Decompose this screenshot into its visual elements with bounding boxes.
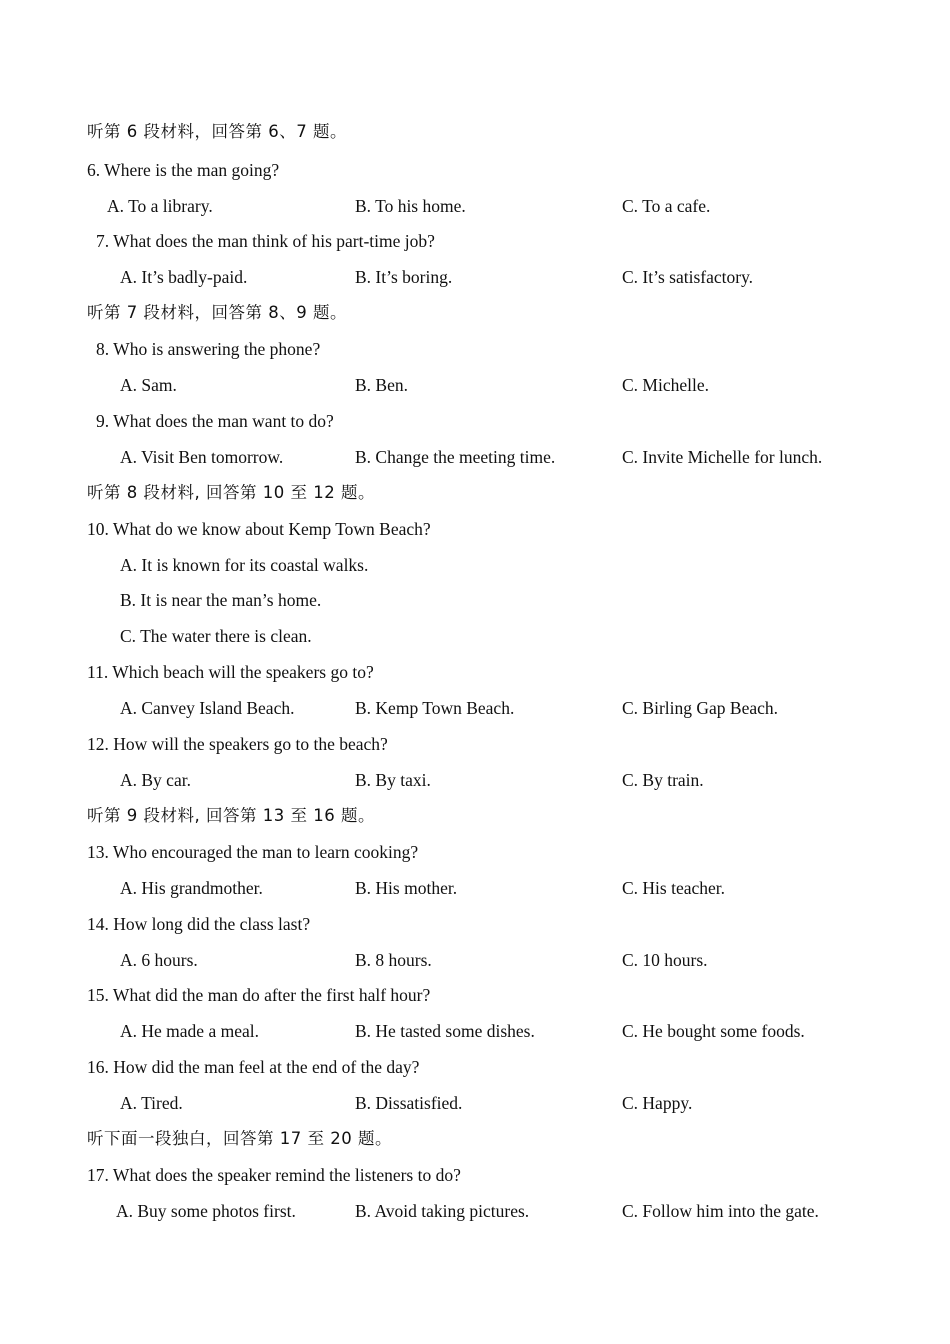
question-text: 11. Which beach will the speakers go to? [87, 662, 374, 682]
option-b: B. It’s boring. [355, 267, 453, 287]
section-heading-8 [0, 480, 950, 506]
question-text: 14. How long did the class last? [87, 914, 311, 934]
option-c: C. Birling Gap Beach. [622, 698, 779, 718]
option-a: A. It’s badly-paid. [120, 267, 248, 287]
option-b: B. Dissatisfied. [355, 1093, 463, 1113]
section-heading-text: 听第 6 段材料，回答第 6、7 题。 [87, 122, 347, 141]
section-heading-7 [0, 300, 950, 326]
option-a: A. Visit Ben tomorrow. [120, 447, 284, 467]
options-9 [0, 444, 950, 470]
option-c: C. To a cafe. [622, 196, 711, 216]
question-text: 12. How will the speakers go to the beach? [87, 734, 388, 754]
question-8 [0, 336, 950, 362]
question-13 [0, 839, 950, 865]
options-13 [0, 875, 950, 901]
options-16 [0, 1090, 950, 1116]
options-12 [0, 767, 950, 793]
option-b: B. Kemp Town Beach. [355, 698, 515, 718]
option-10-a [0, 552, 950, 578]
question-text: 7. What does the man think of his part-time job? [96, 231, 435, 251]
option-c: C. Happy. [622, 1093, 693, 1113]
option-b: B. Ben. [355, 375, 408, 395]
option-a: A. Tired. [120, 1093, 183, 1113]
option-b: B. He tasted some dishes. [355, 1021, 535, 1041]
option-c: C. It’s satisfactory. [622, 267, 754, 287]
option-c: C. By train. [622, 770, 704, 790]
option-10-c [0, 623, 950, 649]
option-b: B. His mother. [355, 878, 458, 898]
option-b: B. To his home. [355, 196, 466, 216]
option-a: A. To a library. [107, 196, 213, 216]
options-8 [0, 372, 950, 398]
section-heading-text: 听第 7 段材料，回答第 8、9 题。 [87, 303, 347, 322]
question-text: 6. Where is the man going? [87, 160, 280, 180]
question-text: 10. What do we know about Kemp Town Beach? [87, 519, 431, 539]
section-heading-9 [0, 803, 950, 829]
question-14 [0, 911, 950, 937]
options-7 [0, 264, 950, 290]
option-c: C. His teacher. [622, 878, 726, 898]
option-c: C. The water there is clean. [120, 626, 312, 646]
question-9 [0, 408, 950, 434]
section-heading-text: 听第 8 段材料, 回答第 10 至 12 题。 [87, 483, 375, 502]
option-a: A. It is known for its coastal walks. [120, 555, 369, 575]
options-17 [0, 1198, 950, 1224]
question-12 [0, 731, 950, 757]
options-15 [0, 1018, 950, 1044]
options-11 [0, 695, 950, 721]
option-a: A. Sam. [120, 375, 177, 395]
section-heading-10 [0, 1126, 950, 1152]
question-text: 13. Who encouraged the man to learn cooking? [87, 842, 419, 862]
question-17 [0, 1162, 950, 1188]
question-text: 9. What does the man want to do? [96, 411, 334, 431]
option-a: A. By car. [120, 770, 191, 790]
question-text: 15. What did the man do after the first half hour? [87, 985, 431, 1005]
question-6 [0, 157, 950, 183]
option-c: C. He bought some foods. [622, 1021, 805, 1041]
options-14 [0, 947, 950, 973]
question-16 [0, 1054, 950, 1080]
options-6 [0, 193, 950, 219]
option-b: B. Avoid taking pictures. [355, 1201, 530, 1221]
question-10 [0, 516, 950, 542]
option-b: B. It is near the man’s home. [120, 590, 322, 610]
section-heading-6 [0, 119, 950, 145]
option-10-b [0, 587, 950, 613]
question-text: 17. What does the speaker remind the listeners to do? [87, 1165, 461, 1185]
question-text: 8. Who is answering the phone? [96, 339, 321, 359]
option-c: C. Invite Michelle for lunch. [622, 447, 823, 467]
question-7 [0, 228, 950, 254]
question-11 [0, 659, 950, 685]
question-text: 16. How did the man feel at the end of the day? [87, 1057, 420, 1077]
option-a: A. Canvey Island Beach. [120, 698, 295, 718]
option-a: A. Buy some photos first. [116, 1201, 296, 1221]
option-b: B. 8 hours. [355, 950, 432, 970]
section-heading-text: 听下面一段独白，回答第 17 至 20 题。 [87, 1129, 392, 1148]
option-a: A. He made a meal. [120, 1021, 259, 1041]
option-a: A. 6 hours. [120, 950, 198, 970]
option-a: A. His grandmother. [120, 878, 263, 898]
question-15 [0, 982, 950, 1008]
section-heading-text: 听第 9 段材料, 回答第 13 至 16 题。 [87, 806, 375, 825]
option-b: B. By taxi. [355, 770, 431, 790]
option-c: C. Follow him into the gate. [622, 1201, 819, 1221]
option-b: B. Change the meeting time. [355, 447, 556, 467]
option-c: C. Michelle. [622, 375, 709, 395]
option-c: C. 10 hours. [622, 950, 708, 970]
